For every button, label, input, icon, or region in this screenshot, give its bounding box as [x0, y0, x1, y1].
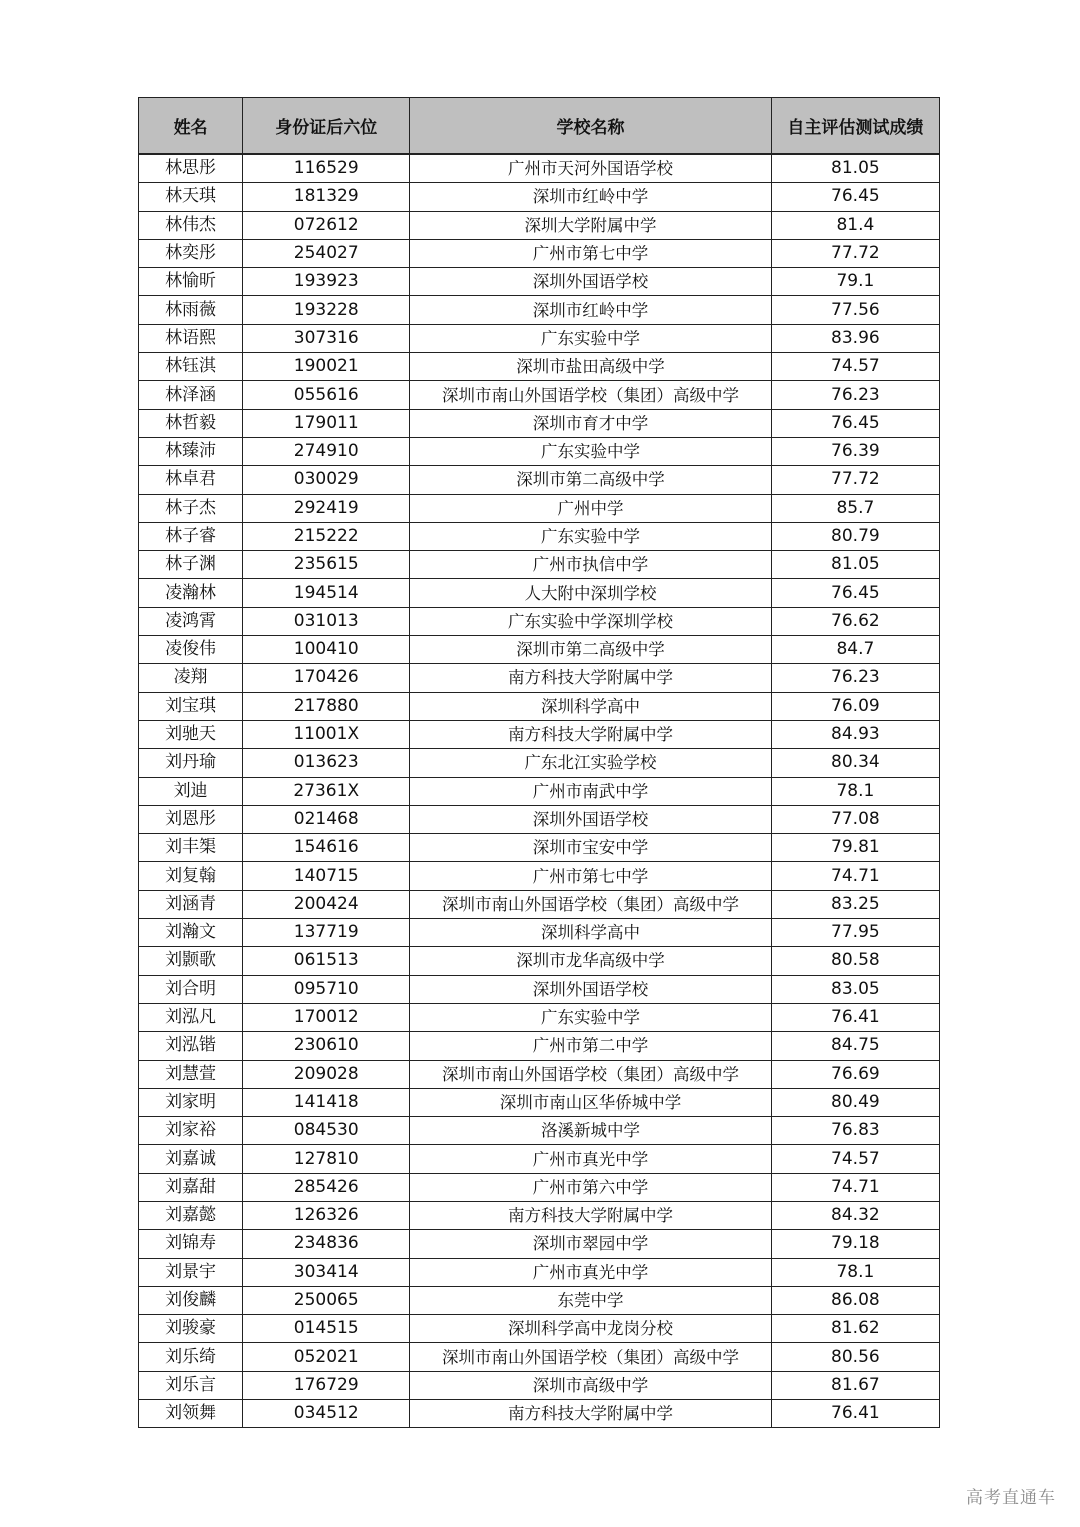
cell-school-name: 深圳市高级中学 — [410, 1371, 771, 1399]
cell-score: 81.05 — [771, 154, 939, 183]
cell-name: 刘骏豪 — [139, 1315, 243, 1343]
header-row — [139, 98, 940, 155]
cell-school-name: 南方科技大学附属中学 — [410, 720, 771, 748]
cell-score: 76.41 — [771, 1400, 939, 1428]
table-row — [139, 494, 940, 522]
table-row — [139, 1173, 940, 1201]
cell-school-name: 广东实验中学 — [410, 437, 771, 465]
cell-id-last-six: 100410 — [243, 636, 410, 664]
cell-id-last-six: 170012 — [243, 1003, 410, 1031]
cell-score: 80.56 — [771, 1343, 939, 1371]
cell-score: 79.18 — [771, 1230, 939, 1258]
cell-school-name: 南方科技大学附属中学 — [410, 664, 771, 692]
cell-id-last-six: 055616 — [243, 381, 410, 409]
cell-score: 77.72 — [771, 239, 939, 267]
cell-id-last-six: 217880 — [243, 692, 410, 720]
table-row — [139, 890, 940, 918]
table-row — [139, 466, 940, 494]
cell-school-name: 广东北江实验学校 — [410, 749, 771, 777]
cell-name: 林子渊 — [139, 551, 243, 579]
cell-id-last-six: 126326 — [243, 1201, 410, 1229]
cell-name: 林哲毅 — [139, 409, 243, 437]
cell-id-last-six: 230610 — [243, 1032, 410, 1060]
cell-school-name: 深圳科学高中 — [410, 692, 771, 720]
cell-name: 刘嘉懿 — [139, 1201, 243, 1229]
table-row — [139, 1032, 940, 1060]
cell-score: 74.57 — [771, 1145, 939, 1173]
table-row — [139, 1286, 940, 1314]
watermark-text: 高考直通车 — [966, 1488, 1056, 1508]
cell-school-name: 深圳大学附属中学 — [410, 211, 771, 239]
cell-id-last-six: 190021 — [243, 353, 410, 381]
cell-name: 刘乐言 — [139, 1371, 243, 1399]
table-row — [139, 607, 940, 635]
cell-score: 76.83 — [771, 1117, 939, 1145]
cell-id-last-six: 030029 — [243, 466, 410, 494]
cell-score: 77.08 — [771, 805, 939, 833]
cell-name: 刘乐绮 — [139, 1343, 243, 1371]
table-row — [139, 805, 940, 833]
cell-name: 林卓君 — [139, 466, 243, 494]
cell-score: 78.1 — [771, 1258, 939, 1286]
header-id-last-six: 身份证后六位 — [243, 98, 410, 155]
cell-score: 76.23 — [771, 664, 939, 692]
cell-id-last-six: 285426 — [243, 1173, 410, 1201]
cell-score: 80.34 — [771, 749, 939, 777]
cell-school-name: 广州中学 — [410, 494, 771, 522]
cell-id-last-six: 250065 — [243, 1286, 410, 1314]
cell-name: 刘合明 — [139, 975, 243, 1003]
cell-name: 刘驰天 — [139, 720, 243, 748]
cell-school-name: 深圳市第二高级中学 — [410, 636, 771, 664]
cell-name: 凌瀚林 — [139, 579, 243, 607]
cell-score: 81.4 — [771, 211, 939, 239]
cell-score: 76.09 — [771, 692, 939, 720]
table-row — [139, 437, 940, 465]
cell-school-name: 深圳市南山外国语学校（集团）高级中学 — [410, 1343, 771, 1371]
cell-school-name: 广东实验中学 — [410, 324, 771, 352]
table-row — [139, 183, 940, 211]
table-row — [139, 409, 940, 437]
cell-school-name: 深圳市南山外国语学校（集团）高级中学 — [410, 381, 771, 409]
cell-school-name: 洛溪新城中学 — [410, 1117, 771, 1145]
cell-name: 刘瀚文 — [139, 919, 243, 947]
table-row — [139, 1371, 940, 1399]
cell-score: 77.56 — [771, 296, 939, 324]
table-row — [139, 692, 940, 720]
cell-school-name: 深圳外国语学校 — [410, 805, 771, 833]
cell-score: 76.69 — [771, 1060, 939, 1088]
table-row — [139, 1060, 940, 1088]
cell-score: 79.81 — [771, 834, 939, 862]
cell-score: 74.71 — [771, 1173, 939, 1201]
table-row — [139, 1145, 940, 1173]
cell-score: 80.58 — [771, 947, 939, 975]
cell-id-last-six: 154616 — [243, 834, 410, 862]
cell-name: 林雨薇 — [139, 296, 243, 324]
cell-name: 林愉昕 — [139, 268, 243, 296]
cell-score: 83.05 — [771, 975, 939, 1003]
cell-name: 凌鸿霄 — [139, 607, 243, 635]
cell-id-last-six: 137719 — [243, 919, 410, 947]
cell-id-last-six: 254027 — [243, 239, 410, 267]
table-row — [139, 381, 940, 409]
cell-id-last-six: 303414 — [243, 1258, 410, 1286]
cell-score: 84.32 — [771, 1201, 939, 1229]
cell-school-name: 东莞中学 — [410, 1286, 771, 1314]
cell-name: 刘恩彤 — [139, 805, 243, 833]
cell-score: 76.45 — [771, 409, 939, 437]
cell-name: 刘泓锴 — [139, 1032, 243, 1060]
cell-name: 凌翔 — [139, 664, 243, 692]
cell-id-last-six: 209028 — [243, 1060, 410, 1088]
cell-id-last-six: 031013 — [243, 607, 410, 635]
cell-school-name: 深圳市红岭中学 — [410, 183, 771, 211]
cell-name: 刘宝琪 — [139, 692, 243, 720]
cell-name: 刘慧萱 — [139, 1060, 243, 1088]
cell-school-name: 深圳外国语学校 — [410, 975, 771, 1003]
cell-school-name: 深圳市第二高级中学 — [410, 466, 771, 494]
table-row — [139, 239, 940, 267]
cell-score: 80.49 — [771, 1088, 939, 1116]
header-school-name: 学校名称 — [410, 98, 771, 155]
cell-id-last-six: 140715 — [243, 862, 410, 890]
cell-id-last-six: 292419 — [243, 494, 410, 522]
cell-score: 86.08 — [771, 1286, 939, 1314]
table-row — [139, 353, 940, 381]
cell-school-name: 深圳市盐田高级中学 — [410, 353, 771, 381]
cell-id-last-six: 200424 — [243, 890, 410, 918]
cell-id-last-six: 194514 — [243, 579, 410, 607]
cell-name: 刘家裕 — [139, 1117, 243, 1145]
cell-score: 76.23 — [771, 381, 939, 409]
cell-score: 83.25 — [771, 890, 939, 918]
table-row — [139, 551, 940, 579]
cell-school-name: 深圳市南山区华侨城中学 — [410, 1088, 771, 1116]
table-row — [139, 1258, 940, 1286]
cell-school-name: 广东实验中学 — [410, 1003, 771, 1031]
cell-school-name: 深圳外国语学校 — [410, 268, 771, 296]
cell-id-last-six: 141418 — [243, 1088, 410, 1116]
cell-score: 76.45 — [771, 579, 939, 607]
cell-school-name: 广州市真光中学 — [410, 1258, 771, 1286]
cell-school-name: 广州市第七中学 — [410, 862, 771, 890]
cell-school-name: 深圳市宝安中学 — [410, 834, 771, 862]
cell-school-name: 南方科技大学附属中学 — [410, 1201, 771, 1229]
cell-name: 凌俊伟 — [139, 636, 243, 664]
cell-name: 林子杰 — [139, 494, 243, 522]
cell-school-name: 广州市执信中学 — [410, 551, 771, 579]
cell-name: 刘迪 — [139, 777, 243, 805]
cell-name: 刘嘉甜 — [139, 1173, 243, 1201]
cell-school-name: 深圳市育才中学 — [410, 409, 771, 437]
cell-id-last-six: 170426 — [243, 664, 410, 692]
cell-school-name: 广东实验中学深圳学校 — [410, 607, 771, 635]
cell-school-name: 深圳市南山外国语学校（集团）高级中学 — [410, 890, 771, 918]
table-row — [139, 324, 940, 352]
table-row — [139, 919, 940, 947]
table-row — [139, 636, 940, 664]
cell-id-last-six: 179011 — [243, 409, 410, 437]
table-row — [139, 664, 940, 692]
table-row — [139, 211, 940, 239]
cell-name: 刘丰榘 — [139, 834, 243, 862]
table-row — [139, 947, 940, 975]
cell-school-name: 广州市天河外国语学校 — [410, 154, 771, 183]
cell-id-last-six: 052021 — [243, 1343, 410, 1371]
cell-school-name: 深圳市南山外国语学校（集团）高级中学 — [410, 1060, 771, 1088]
cell-score: 81.67 — [771, 1371, 939, 1399]
table-row — [139, 862, 940, 890]
cell-school-name: 广州市第七中学 — [410, 239, 771, 267]
cell-school-name: 广州市第六中学 — [410, 1173, 771, 1201]
cell-name: 刘俊麟 — [139, 1286, 243, 1314]
cell-id-last-six: 013623 — [243, 749, 410, 777]
cell-school-name: 广东实验中学 — [410, 522, 771, 550]
cell-id-last-six: 235615 — [243, 551, 410, 579]
cell-school-name: 深圳市龙华高级中学 — [410, 947, 771, 975]
cell-score: 85.7 — [771, 494, 939, 522]
cell-name: 林语熙 — [139, 324, 243, 352]
cell-name: 刘嘉诚 — [139, 1145, 243, 1173]
cell-id-last-six: 234836 — [243, 1230, 410, 1258]
table-row — [139, 975, 940, 1003]
cell-score: 76.39 — [771, 437, 939, 465]
cell-name: 林钰淇 — [139, 353, 243, 381]
cell-id-last-six: 11001X — [243, 720, 410, 748]
cell-name: 林伟杰 — [139, 211, 243, 239]
cell-name: 林子睿 — [139, 522, 243, 550]
cell-name: 刘家明 — [139, 1088, 243, 1116]
table-row — [139, 1230, 940, 1258]
table-row — [139, 296, 940, 324]
cell-id-last-six: 116529 — [243, 154, 410, 183]
cell-score: 84.7 — [771, 636, 939, 664]
table-row — [139, 154, 940, 183]
cell-name: 刘颢歌 — [139, 947, 243, 975]
cell-id-last-six: 095710 — [243, 975, 410, 1003]
cell-id-last-six: 061513 — [243, 947, 410, 975]
table-row — [139, 522, 940, 550]
cell-id-last-six: 193228 — [243, 296, 410, 324]
cell-school-name: 深圳科学高中 — [410, 919, 771, 947]
cell-name: 林思彤 — [139, 154, 243, 183]
cell-id-last-six: 27361X — [243, 777, 410, 805]
cell-school-name: 广州市南武中学 — [410, 777, 771, 805]
cell-name: 林泽涵 — [139, 381, 243, 409]
cell-score: 74.57 — [771, 353, 939, 381]
cell-id-last-six: 034512 — [243, 1400, 410, 1428]
cell-score: 80.79 — [771, 522, 939, 550]
table-row — [139, 1315, 940, 1343]
cell-id-last-six: 127810 — [243, 1145, 410, 1173]
table-row — [139, 1201, 940, 1229]
cell-score: 76.45 — [771, 183, 939, 211]
cell-score: 81.05 — [771, 551, 939, 579]
cell-school-name: 广州市第二中学 — [410, 1032, 771, 1060]
table-row — [139, 1343, 940, 1371]
cell-school-name: 深圳市翠园中学 — [410, 1230, 771, 1258]
table-row — [139, 720, 940, 748]
table-body — [139, 154, 940, 1428]
cell-score: 78.1 — [771, 777, 939, 805]
cell-score: 77.72 — [771, 466, 939, 494]
cell-name: 刘丹瑜 — [139, 749, 243, 777]
cell-id-last-six: 021468 — [243, 805, 410, 833]
table-row — [139, 777, 940, 805]
cell-id-last-six: 307316 — [243, 324, 410, 352]
cell-school-name: 深圳科学高中龙岗分校 — [410, 1315, 771, 1343]
score-table — [138, 97, 940, 1428]
table-row — [139, 1400, 940, 1428]
cell-name: 林臻沛 — [139, 437, 243, 465]
cell-id-last-six: 176729 — [243, 1371, 410, 1399]
cell-name: 林天琪 — [139, 183, 243, 211]
cell-name: 刘景宇 — [139, 1258, 243, 1286]
cell-score: 83.96 — [771, 324, 939, 352]
cell-name: 刘领舞 — [139, 1400, 243, 1428]
cell-name: 刘锦寿 — [139, 1230, 243, 1258]
cell-id-last-six: 274910 — [243, 437, 410, 465]
cell-id-last-six: 072612 — [243, 211, 410, 239]
table-row — [139, 579, 940, 607]
header-score: 自主评估测试成绩 — [771, 98, 939, 155]
cell-score: 81.62 — [771, 1315, 939, 1343]
cell-school-name: 深圳市红岭中学 — [410, 296, 771, 324]
cell-id-last-six: 014515 — [243, 1315, 410, 1343]
cell-school-name: 广州市真光中学 — [410, 1145, 771, 1173]
cell-score: 76.41 — [771, 1003, 939, 1031]
cell-name: 刘复翰 — [139, 862, 243, 890]
table-row — [139, 834, 940, 862]
table-row — [139, 1003, 940, 1031]
cell-score: 84.75 — [771, 1032, 939, 1060]
cell-id-last-six: 084530 — [243, 1117, 410, 1145]
cell-name: 刘涵青 — [139, 890, 243, 918]
cell-score: 74.71 — [771, 862, 939, 890]
table-row — [139, 749, 940, 777]
cell-id-last-six: 215222 — [243, 522, 410, 550]
cell-score: 77.95 — [771, 919, 939, 947]
cell-school-name: 人大附中深圳学校 — [410, 579, 771, 607]
cell-name: 林奕彤 — [139, 239, 243, 267]
cell-score: 84.93 — [771, 720, 939, 748]
cell-score: 79.1 — [771, 268, 939, 296]
cell-name: 刘泓凡 — [139, 1003, 243, 1031]
table-row — [139, 1117, 940, 1145]
table-row — [139, 268, 940, 296]
cell-id-last-six: 193923 — [243, 268, 410, 296]
cell-id-last-six: 181329 — [243, 183, 410, 211]
cell-school-name: 南方科技大学附属中学 — [410, 1400, 771, 1428]
table-row — [139, 1088, 940, 1116]
header-name: 姓名 — [139, 98, 243, 155]
cell-score: 76.62 — [771, 607, 939, 635]
